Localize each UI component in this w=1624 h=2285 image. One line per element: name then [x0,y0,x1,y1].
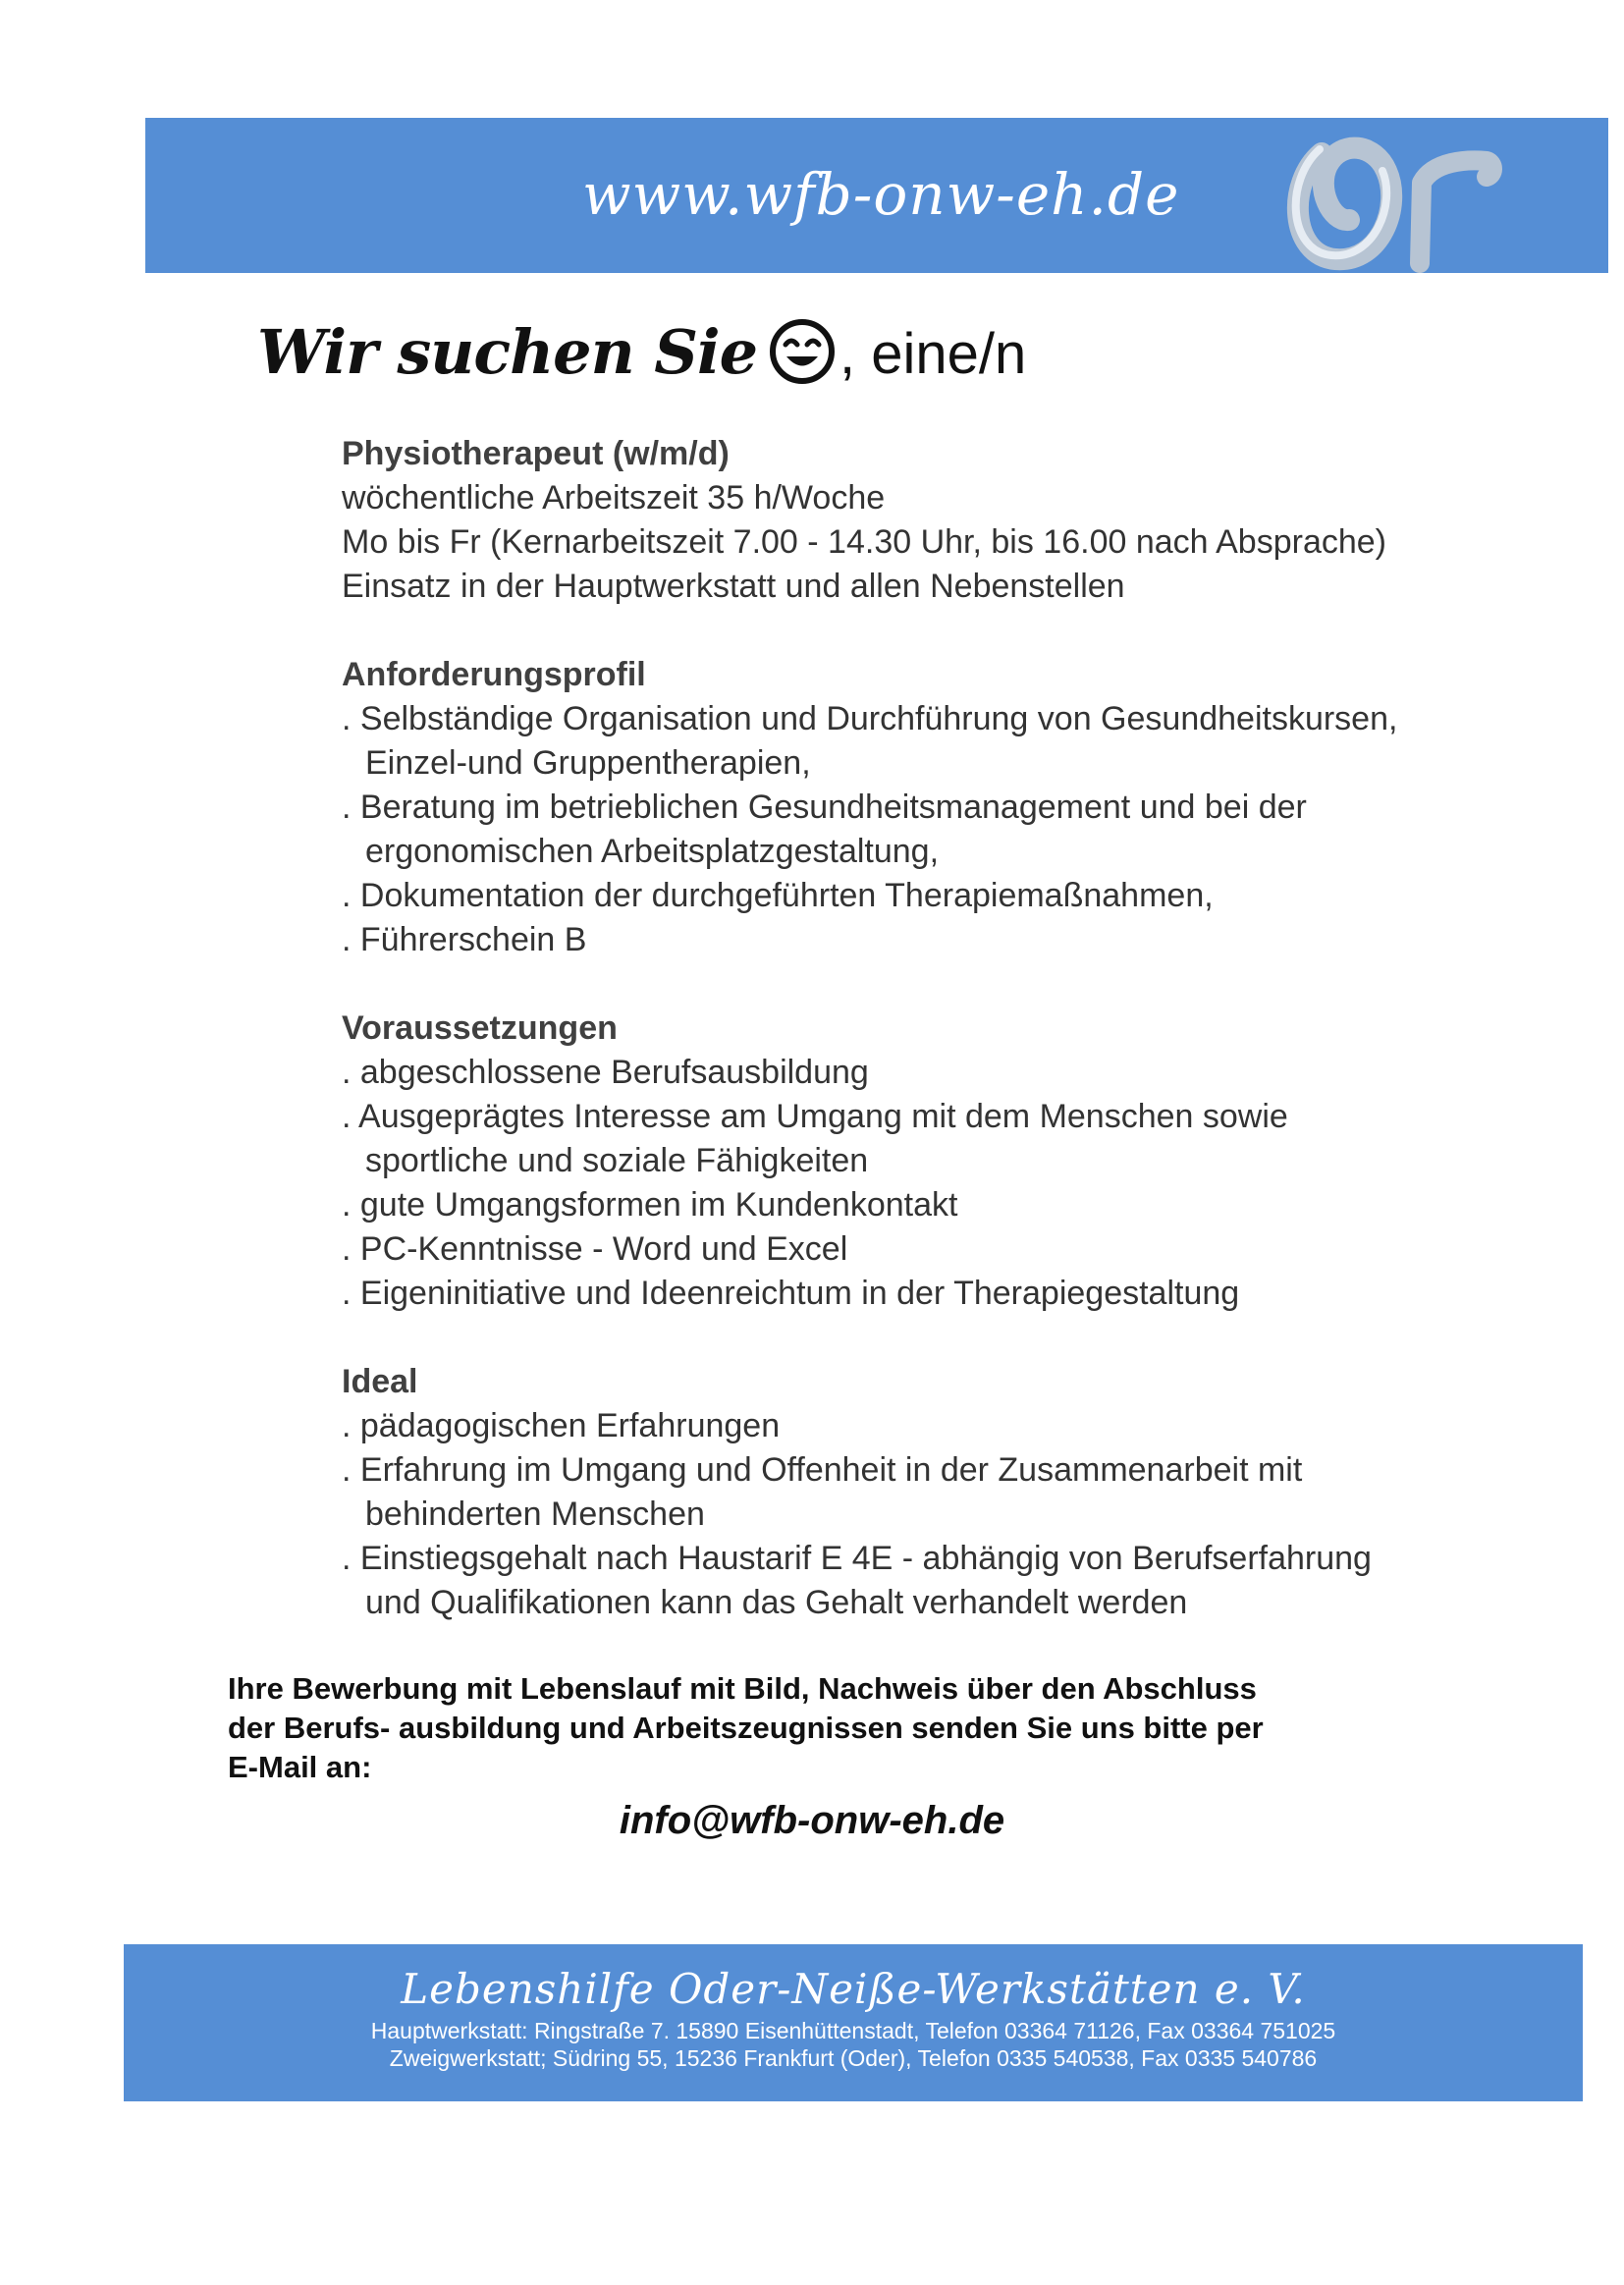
application-line: der Berufs- ausbildung und Arbeitszeugnissen senden Sie uns bitte per [228,1711,1264,1745]
headline-script: Wir suchen Sie [257,316,758,388]
position-line: wöchentliche Arbeitszeit 35 h/Woche [342,479,886,517]
requirements-line: sportliche und soziale Fähigkeiten [365,1142,869,1179]
requirements-line: . Eigeninitiative und Ideenreichtum in der Therapiegestaltung [342,1275,1240,1312]
ideal-line: . Erfahrung im Umgang und Offenheit in der Zusammenarbeit mit [342,1451,1303,1489]
ideal-line: . pädagogischen Erfahrungen [342,1407,781,1444]
profile-line: . Selbständige Organisation und Durchführung von Gesundheitskursen, [342,700,1398,737]
requirements-line: . abgeschlossene Berufsausbildung [342,1054,869,1091]
requirements-heading: Voraussetzungen [342,1009,618,1047]
ideal-line: . Einstiegsgehalt nach Haustarif E 4E - abhängig von Berufserfahrung [342,1540,1372,1577]
organization-name: Lebenshilfe Oder-Neiße-Werkstätten e. V. [401,1965,1306,2013]
footer-banner [124,1944,1583,2101]
branch-site-address: Zweigwerkstatt; Südring 55, 15236 Frankfurt (Oder), Telefon 0335 540538, Fax 0335 540786 [389,2045,1318,2071]
profile-heading: Anforderungsprofil [342,656,646,693]
ideal-heading: Ideal [342,1363,418,1400]
position-line: Mo bis Fr (Kernarbeitszeit 7.00 - 14.30 Uhr, bis 16.00 nach Absprache) [342,523,1386,561]
requirements-line: . PC-Kenntnisse - Word und Excel [342,1230,848,1268]
ideal-line: behinderten Menschen [365,1496,705,1533]
profile-line: . Dokumentation der durchgeführten Therapiemaßnahmen, [342,877,1214,914]
headline [257,316,1026,388]
requirements-line: . Ausgeprägtes Interesse am Umgang mit dem Menschen sowie [342,1098,1288,1135]
contact-email: info@wfb-onw-eh.de [619,1799,1005,1842]
profile-line: . Führerschein B [342,921,587,958]
profile-section [342,653,1481,962]
header-banner [145,118,1608,273]
header-url: www.wfb-onw-eh.de [582,161,1180,228]
profile-line: Einzel-und Gruppentherapien, [365,744,811,782]
requirements-line: . gute Umgangsformen im Kundenkontakt [342,1186,958,1224]
profile-line: ergonomischen Arbeitsplatzgestaltung, [365,833,940,870]
application-instructions [228,1669,1406,1787]
main-site-address: Hauptwerkstatt: Ringstraße 7. 15890 Eisenhüttenstadt, Telefon 03364 71126, Fax 03364 751025 [370,2018,1336,2043]
requirements-section [342,1006,1481,1316]
ideal-section [342,1360,1481,1625]
application-line: E-Mail an: [228,1750,372,1784]
ideal-line: und Qualifikationen kann das Gehalt verhandelt werden [365,1584,1188,1621]
smiley-icon [767,316,838,387]
position-line: Einsatz in der Hauptwerkstatt und allen Nebenstellen [342,568,1125,605]
job-posting-body [342,432,1481,1669]
profile-line: . Beratung im betrieblichen Gesundheitsmanagement und bei der [342,789,1307,826]
position-title: Physiotherapeut (w/m/d) [342,435,730,472]
application-line: Ihre Bewerbung mit Lebenslauf mit Bild, Nachweis über den Abschluss [228,1671,1257,1706]
position-section [342,432,1481,609]
headline-rest: , eine/n [839,322,1027,386]
logo-icon [1284,126,1510,273]
